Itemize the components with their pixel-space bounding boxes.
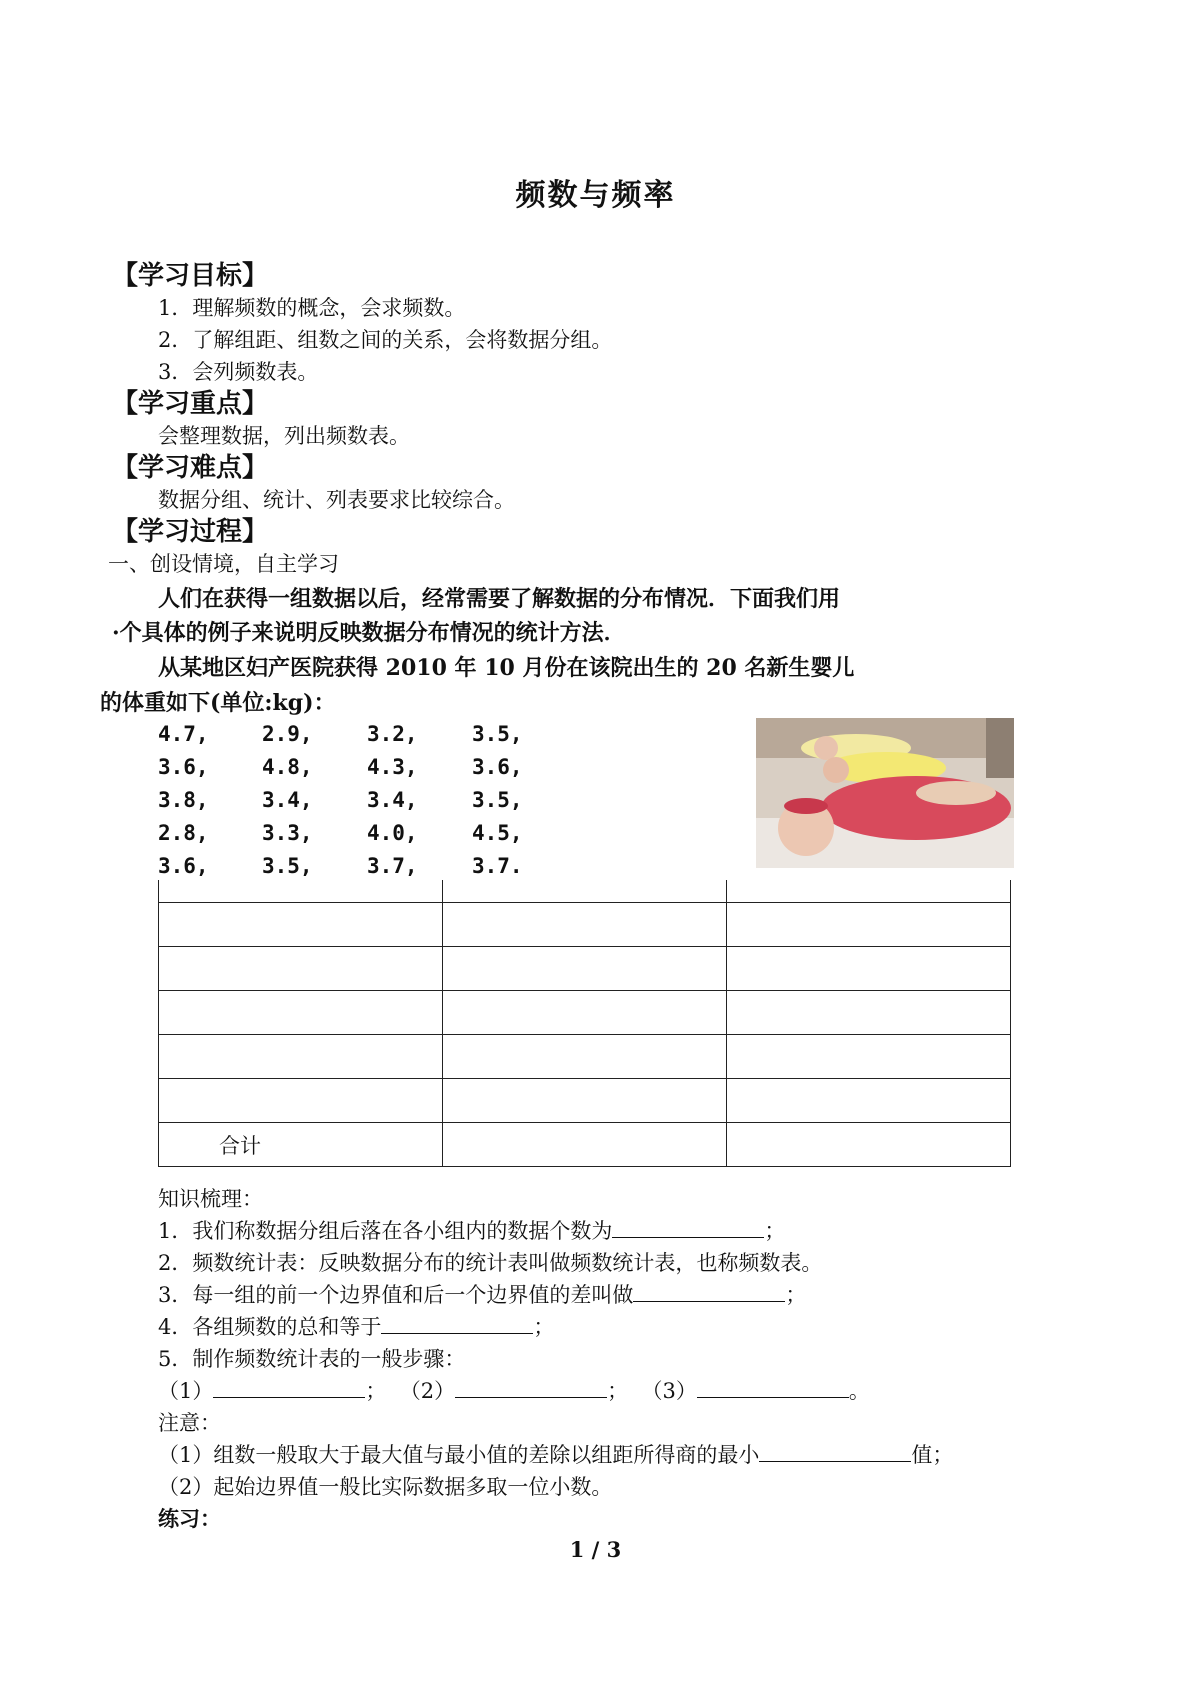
page-title: 频数与频率	[515, 178, 676, 213]
step-label: （3）	[641, 1379, 697, 1403]
data-intro-line: 从某地区妇产医院获得 2010 年 10 月份在该院出生的 20 名新生婴儿	[158, 655, 855, 681]
weight-value: 2.9,	[262, 722, 313, 746]
table-cell[interactable]	[727, 1035, 1011, 1079]
weight-value: 4.8,	[262, 755, 313, 779]
weight-value: 3.7,	[367, 854, 418, 878]
punctuation: ；	[785, 1283, 807, 1307]
objective-item: 2．了解组距、组数之间的关系，会将数据分组。	[158, 328, 613, 352]
weight-value: 3.7.	[472, 854, 523, 878]
step-label: （1）	[158, 1379, 214, 1403]
weight-value: 3.4,	[262, 788, 313, 812]
step-label: （2）	[399, 1379, 456, 1403]
knowledge-text: 1．我们称数据分组后落在各小组内的数据个数为	[158, 1219, 613, 1243]
weight-value: 4.7,	[158, 722, 209, 746]
table-cell[interactable]	[727, 903, 1011, 947]
objectives-heading: 【学习目标】	[112, 261, 269, 291]
weight-value: 3.6,	[158, 755, 209, 779]
difficulty-text: 数据分组、统计、列表要求比较综合。	[158, 488, 515, 512]
table-cell[interactable]	[443, 1079, 727, 1123]
weight-value: 3.3,	[262, 821, 313, 845]
knowledge-item-1	[158, 1215, 785, 1245]
fill-blank[interactable]	[759, 1443, 911, 1462]
knowledge-heading: 知识梳理：	[158, 1187, 263, 1211]
punctuation: ；	[365, 1379, 387, 1403]
weight-value: 3.5,	[262, 854, 313, 878]
weight-value: 3.6,	[158, 854, 209, 878]
fill-blank[interactable]	[455, 1379, 607, 1398]
punctuation: ；	[764, 1219, 786, 1243]
table-row	[159, 880, 1011, 903]
knowledge-text: 4．各组频数的总和等于	[158, 1315, 382, 1339]
table-cell[interactable]	[443, 991, 727, 1035]
weight-value: 3.6,	[472, 755, 523, 779]
knowledge-item-3	[158, 1279, 806, 1309]
table-row	[159, 991, 1011, 1035]
weight-value: 3.2,	[367, 722, 418, 746]
table-cell[interactable]	[443, 947, 727, 991]
steps-row	[158, 1375, 870, 1405]
table-row	[159, 1079, 1011, 1123]
punctuation: 值；	[911, 1443, 954, 1467]
total-label: 合计	[219, 1133, 261, 1158]
table-total-label-cell	[159, 1123, 443, 1167]
table-cell[interactable]	[159, 947, 443, 991]
note-text: （1）组数一般取大于最大值与最小值的差除以组距所得商的最小	[158, 1443, 760, 1467]
table-cell[interactable]	[443, 880, 727, 903]
table-row	[159, 947, 1011, 991]
table-cell[interactable]	[443, 903, 727, 947]
weight-value: 2.8,	[158, 821, 209, 845]
table-cell[interactable]	[443, 1035, 727, 1079]
table-cell[interactable]	[159, 1079, 443, 1123]
table-cell[interactable]	[727, 880, 1011, 903]
table-cell[interactable]	[159, 880, 443, 903]
fill-blank[interactable]	[633, 1283, 785, 1302]
table-row	[159, 1035, 1011, 1079]
weight-value: 3.4,	[367, 788, 418, 812]
intro-paragraph-line: 人们在获得一组数据以后，经常需要了解数据的分布情况．下面我们用	[158, 586, 841, 612]
fill-blank[interactable]	[697, 1379, 849, 1398]
page-number: 1 / 3	[569, 1537, 622, 1562]
objective-item: 3．会列频数表。	[158, 360, 319, 384]
key-point-text: 会整理数据，列出频数表。	[158, 424, 410, 448]
intro-paragraph-line: ·个具体的例子来说明反映数据分布情况的统计方法．	[112, 620, 626, 646]
table-cell[interactable]	[159, 903, 443, 947]
knowledge-item-2: 2．频数统计表：反映数据分布的统计表叫做频数统计表，也称频数表。	[158, 1251, 823, 1275]
fill-blank[interactable]	[612, 1219, 764, 1238]
punctuation: ；	[607, 1379, 629, 1403]
section-one-title: 一、创设情境，自主学习	[108, 552, 339, 576]
fill-blank[interactable]	[213, 1379, 365, 1398]
key-point-heading: 【学习重点】	[112, 389, 269, 419]
frequency-table	[158, 880, 1011, 1167]
table-cell[interactable]	[727, 991, 1011, 1035]
note-item-1	[158, 1439, 953, 1469]
table-cell[interactable]	[443, 1123, 727, 1167]
table-cell[interactable]	[159, 1035, 443, 1079]
objective-item: 1．理解频数的概念，会求频数。	[158, 296, 466, 320]
weight-value: 4.0,	[367, 821, 418, 845]
table-cell[interactable]	[159, 991, 443, 1035]
weight-value: 4.3,	[367, 755, 418, 779]
table-cell[interactable]	[727, 1123, 1011, 1167]
process-heading: 【学习过程】	[112, 517, 269, 547]
notes-heading: 注意：	[158, 1411, 221, 1435]
table-cell[interactable]	[727, 1079, 1011, 1123]
table-cell[interactable]	[727, 947, 1011, 991]
table-row-total	[159, 1123, 1011, 1167]
difficulty-heading: 【学习难点】	[112, 453, 269, 483]
note-item-2: （2）起始边界值一般比实际数据多取一位小数。	[158, 1475, 613, 1499]
weight-value: 3.5,	[472, 788, 523, 812]
weight-value: 3.5,	[472, 722, 523, 746]
weight-value: 4.5,	[472, 821, 523, 845]
data-intro-line: 的体重如下(单位:kg)：	[100, 690, 336, 716]
weight-value: 3.8,	[158, 788, 209, 812]
punctuation: ；	[533, 1315, 555, 1339]
punctuation: 。	[848, 1379, 870, 1403]
fill-blank[interactable]	[381, 1315, 533, 1334]
newborn-babies-photo	[756, 718, 1014, 868]
knowledge-item-4	[158, 1311, 554, 1341]
knowledge-text: 3．每一组的前一个边界值和后一个边界值的差叫做	[158, 1283, 634, 1307]
table-row	[159, 903, 1011, 947]
practice-heading: 练习：	[158, 1506, 221, 1531]
knowledge-item-5: 5．制作频数统计表的一般步骤：	[158, 1347, 466, 1371]
